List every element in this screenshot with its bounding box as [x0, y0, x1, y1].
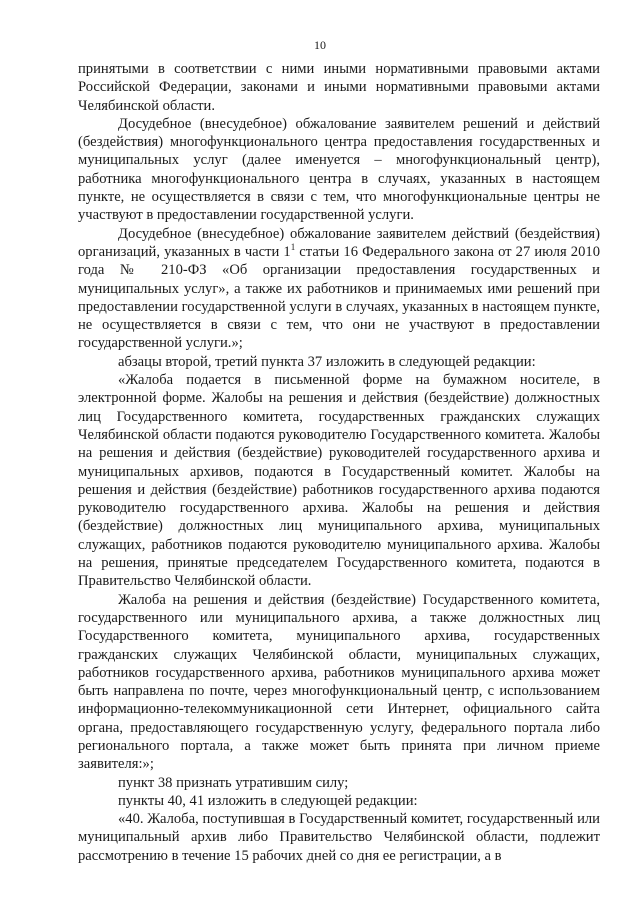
paragraph-4: абзацы второй, третий пункта 37 изложить в следующей редакции:: [118, 353, 536, 370]
paragraph-3-text-b: статьи 16 Федерального закона от 27 июля 2010 года № 210-ФЗ «Об организации предоставления государственных и муниципальных услуг», а также их работников и принимаемых ими решений при предоставлении государственной услуги в случаях, указанных в настоящем пункте, не осуществляется в связи с тем, что они не участвуют в предоставлении государственной услуги.»;: [78, 243, 600, 352]
page-number: 10: [314, 38, 326, 52]
paragraph-8: пункты 40, 41 изложить в следующей редакции:: [118, 792, 418, 809]
paragraph-3-text-a: Досудебное (внесудебное) обжалование заявителем действий (бездействия) организаций, указанных в части 1: [78, 225, 600, 260]
paragraph-7: пункт 38 признать утратившим силу;: [118, 774, 349, 791]
paragraph-5: «Жалоба подается в письменной форме на бумажном носителе, в электронной форме. Жалобы на решения и действия (бездействие) должностных лиц Государственного комитета, государственных гражданских служащих Челябинской области подаются руководителю Государственного комитета. Жалобы на решения и действия (бездействие) руководителей государственного архива и муниципальных архивов, подаются в Государственный комитет. Жалобы на решения и действия (бездействие) работников государственного архива подаются руководителю государственного архива. Жалобы на решения и действия (бездействие) должностных лиц муниципального архива, муниципальных служащих, работников подаются руководителю муниципального архива. Жалобы на решения, принятые председателем Государственного комитета, подаются в Правительство Челябинской области.: [78, 372, 600, 590]
footnote-superscript: 1: [290, 242, 296, 253]
paragraph-1: принятыми в соответствии с ними иными нормативными правовыми актами Российской Федерации, законами и иными нормативными правовыми актами Челябинской области.: [78, 61, 600, 114]
paragraph-3: [78, 225, 600, 353]
paragraph-6: Жалоба на решения и действия (бездействие) Государственного комитета, государственного или муниципального архива, а также должностных лиц Государственного комитета, муниципального архива, государственных гражданских служащих Челябинской области, муниципальных служащих, работников государственного архива, работников муниципального архива может быть направлена по почте, через многофункциональный центр, с использованием информационно-телекоммуникационной сети Интернет, официального сайта органа, предоставляющего государственную услугу, федерального портала либо регионального портала, а также может быть принята при личном приеме заявителя:»;: [78, 591, 600, 773]
paragraph-2: Досудебное (внесудебное) обжалование заявителем решений и действий (бездействия) многофункционального центра предоставления государственных и муниципальных услуг (далее именуется – многофункциональный центр), работника многофункционального центра в случаях, указанных в настоящем пункте, не осуществляется в связи с тем, что многофункциональные центры не участвуют в предоставлении государственной услуги.: [78, 115, 600, 224]
document-body: [78, 60, 600, 865]
paragraph-9: «40. Жалоба, поступившая в Государственный комитет, государственный или муниципальный архив либо Правительство Челябинской области, подлежит рассмотрению в течение 15 рабочих дней со дня ее регистрации, а в: [78, 811, 600, 864]
